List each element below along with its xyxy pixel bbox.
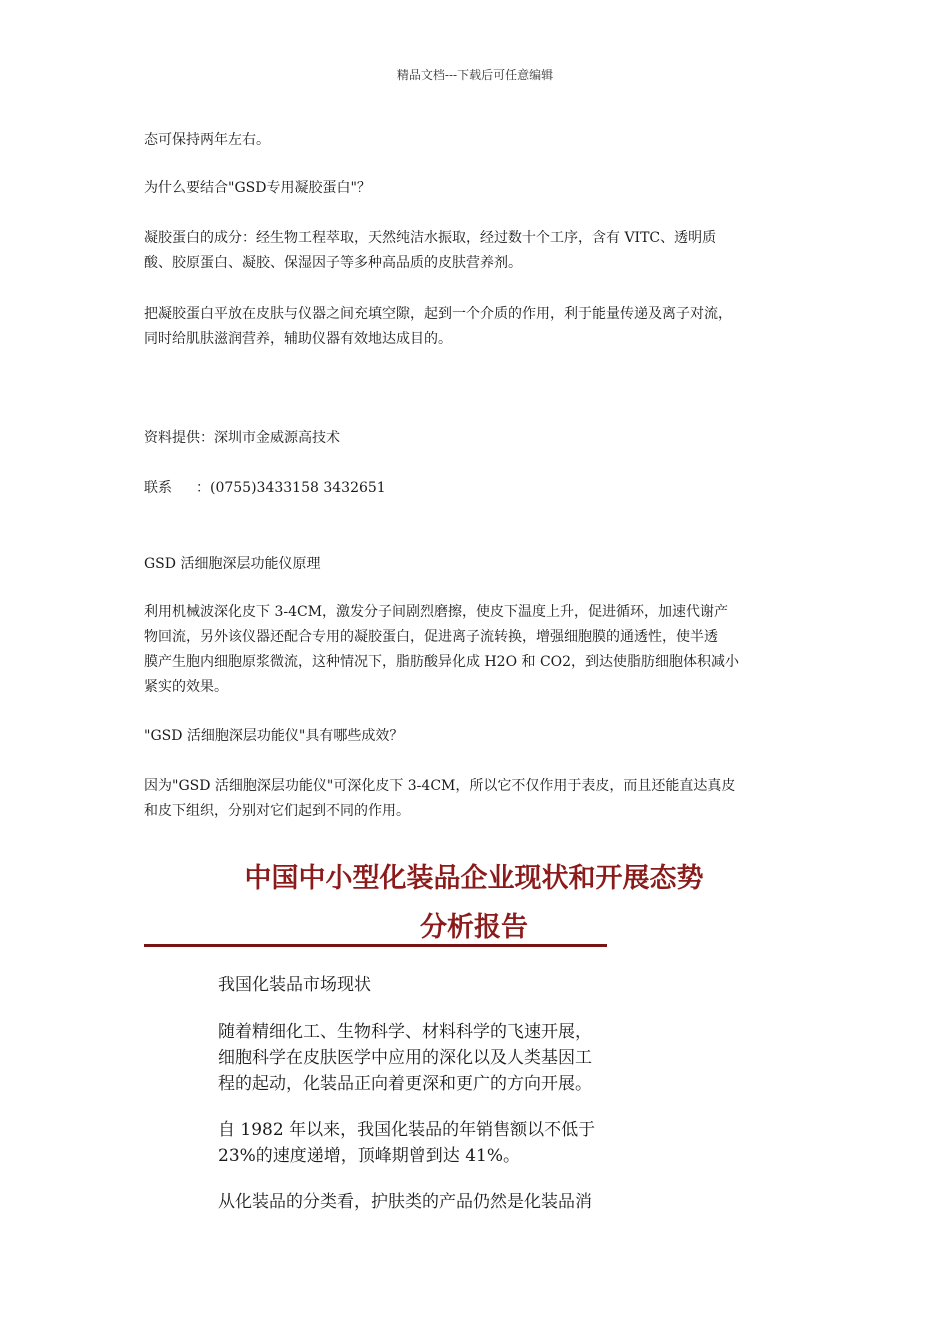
section-heading: GSD 活细胞深层功能仪原理: [144, 556, 321, 572]
paragraph-principle: [144, 600, 816, 700]
text-line: 因为"GSD 活细胞深层功能仪"可深化皮下 3-4CM，所以它不仅作用于表皮，而且还能直达真皮: [144, 778, 736, 794]
report-title-line2: 分析报告: [420, 912, 528, 943]
paragraph-effects-answer: [144, 774, 816, 824]
paragraph-gel-function: [144, 302, 816, 352]
text-line: 把凝胶蛋白平放在皮肤与仪器之间充填空隙，起到一个介质的作用，利于能量传递及离子对流，: [144, 306, 732, 322]
text-line: 和皮下组织，分别对它们起到不同的作用。: [144, 803, 410, 819]
text-line: 细胞科学在皮肤医学中应用的深化以及人类基因工: [218, 1048, 592, 1068]
report-paragraph-3: [218, 1189, 658, 1215]
contact-line: [144, 476, 816, 501]
contact-label: 联系: [144, 480, 172, 496]
text-line: 从化装品的分类看，护肤类的产品仍然是化装品消: [218, 1192, 592, 1212]
contact-phone: ：(0755)3433158 3432651: [196, 480, 386, 496]
paragraph-continuation: 态可保持两年左右。: [144, 132, 270, 148]
text-line: 利用机械波深化皮下 3-4CM，激发分子间剧烈磨擦，使皮下温度上升，促进循环，加速代谢产: [144, 604, 729, 620]
text-line: 凝胶蛋白的成分：经生物工程萃取，天然纯洁水振取，经过数十个工序，含有 VITC、透明质: [144, 230, 717, 246]
text-line: 紧实的效果。: [144, 679, 228, 695]
page-header: 精品文档---下载后可任意编辑: [396, 68, 554, 82]
text-line: 23%的速度递增，顶峰期曾到达 41%。: [218, 1146, 520, 1166]
source-line: 资料提供：深圳市金威源高技术: [144, 430, 340, 446]
title-divider: [144, 944, 607, 947]
report-title: 中国中小型化装品企业现状和开展态势: [244, 863, 704, 894]
report-paragraph-2: [218, 1117, 658, 1169]
text-line: 物回流，另外该仪器还配合专用的凝胶蛋白，促进离子流转换，增强细胞膜的通透性，使半透: [144, 629, 718, 645]
text-line: 自 1982 年以来，我国化装品的年销售额以不低于: [218, 1120, 596, 1140]
text-line: 同时给肌肤滋润营养，辅助仪器有效地达成目的。: [144, 331, 452, 347]
report-subheading: 我国化装品市场现状: [218, 975, 371, 995]
text-line: 程的起动，化装品正向着更深和更广的方向开展。: [218, 1074, 592, 1094]
question-effects: "GSD 活细胞深层功能仪"具有哪些成效？: [144, 728, 404, 744]
text-line: 随着精细化工、生物科学、材料科学的飞速开展，: [218, 1022, 592, 1042]
paragraph-gel-ingredients: [144, 226, 816, 276]
text-line: 酸、胶原蛋白、凝胶、保湿因子等多种高品质的皮肤营养剂。: [144, 255, 522, 271]
question-heading: 为什么要结合"GSD专用凝胶蛋白"？: [144, 180, 371, 196]
report-paragraph-1: [218, 1019, 658, 1097]
text-line: 膜产生胞内细胞原浆微流，这种情况下，脂肪酸异化成 H2O 和 CO2，到达使脂肪细胞体积减小: [144, 654, 740, 670]
